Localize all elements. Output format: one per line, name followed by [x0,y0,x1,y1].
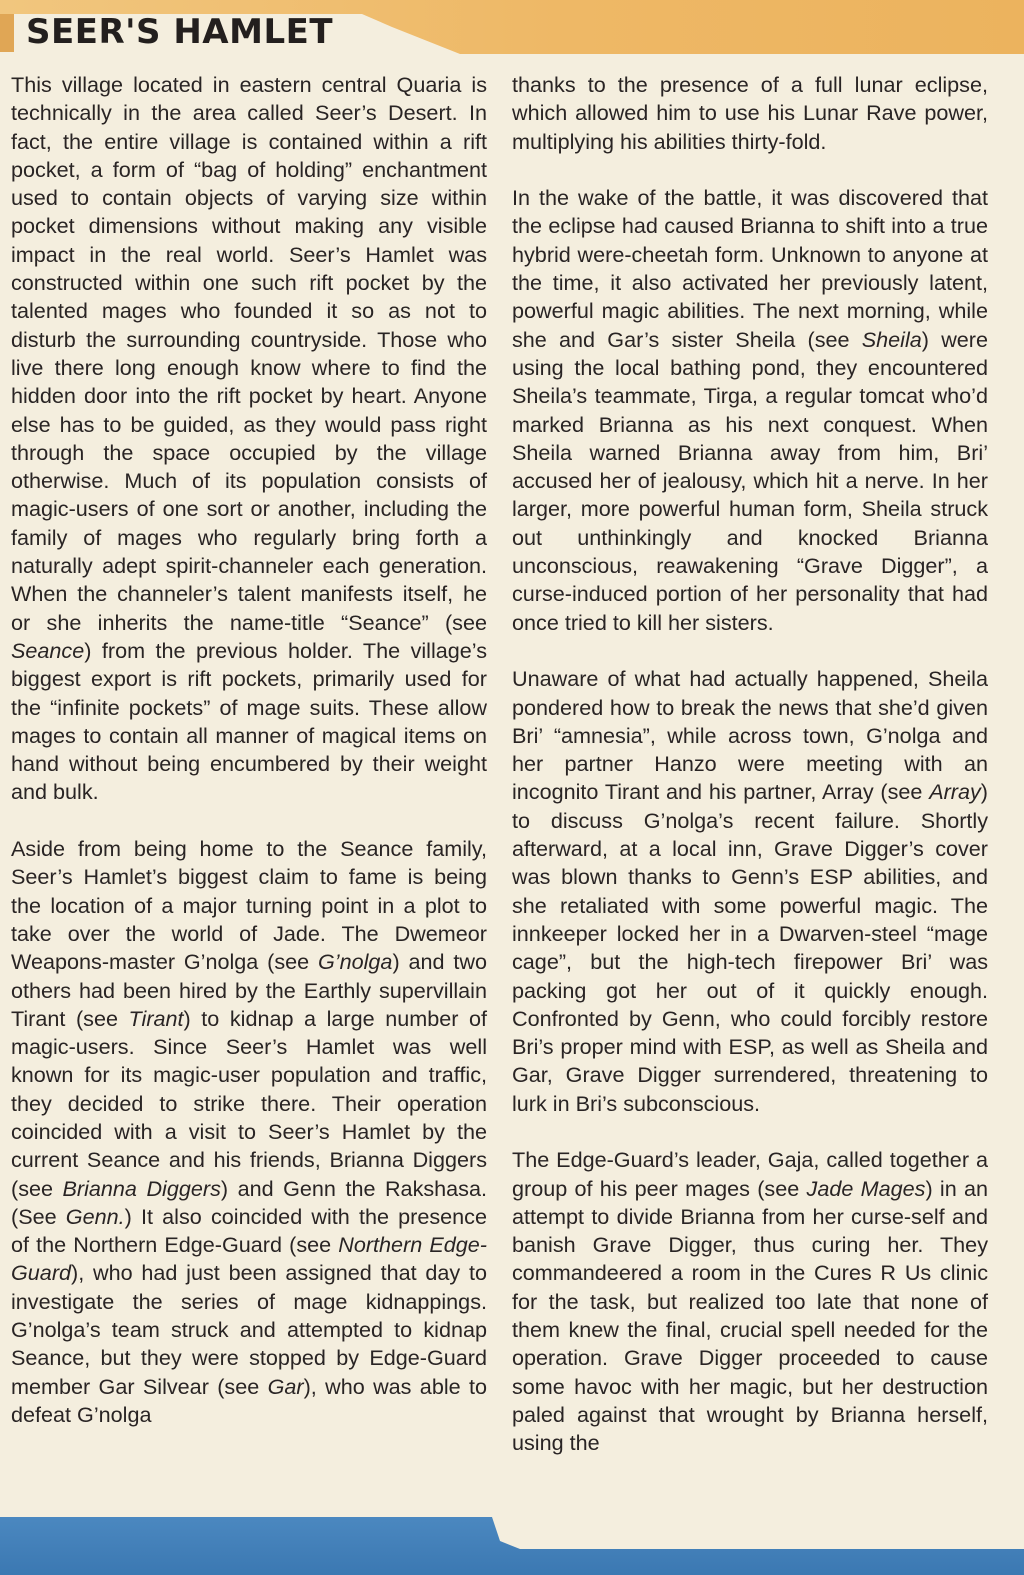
cross-reference: Genn. [65,1203,125,1229]
cross-reference: Array [929,779,981,805]
cross-reference: Jade Mages [806,1175,926,1201]
page-title: SEER'S HAMLET [26,12,334,52]
paragraph: In the wake of the battle, it was discovered that the eclipse had caused Brianna to shift into a true hybrid were-cheetah form. Unknown to anyone at the time, it also activated her previously latent, powerful magic abilities. The next morning, while she and Gar’s sister Sheila (see Sheila) were using the local bathing pond, they encountered Sheila’s teammate, Tirga, a regular tomcat who’d marked Brianna as his next conquest. When Sheila warned Brianna away from him, Bri’ accused her of jealousy, which hit a nerve. In her larger, more powerful human form, Sheila struck out unthinkingly and knocked Brianna unconscious, reawakening “Grave Digger”, a curse-induced portion of her personality that had once tried to kill her sisters. [512,185,989,635]
paragraph: Aside from being home to the Seance family, Seer’s Hamlet’s biggest claim to fame is being the location of a major turning point in a plot to take over the world of Jade. The Dwemeor Weapons-master G’nolga (see G’nolga) and two others had been hired by the Earthly supervillain Tirant (see Tirant) to kidnap a large number of magic-users. Since Seer’s Hamlet was well known for its magic-user population and traffic, they decided to strike there. Their operation coincided with a visit to Seer’s Hamlet by the current Seance and his friends, Brianna Diggers (see Brianna Diggers) and Genn the Rakshasa. (See Genn.) It also coincided with the presence of the Northern Edge-Guard (see Northern Edge-Guard), who had just been assigned that day to investigate the series of mage kidnappings. G’nolga’s team struck and attempted to kidnap Seance, but they were stopped by Edge-Guard member Gar Silvear (see Gar), who was able to defeat G’nolga [11,836,487,1427]
paragraph: This village located in eastern central Quaria is technically in the area called Seer’s Desert. In fact, the entire village is contained within a rift pocket, a form of “bag of holding” enchantment used to contain objects of varying size within pocket dimensions without making any visible impact in the real world. Seer’s Hamlet was constructed within one such rift pocket by the talented mages who founded it so as not to disturb the surrounding countryside. Those who live there long enough know where to find the hidden door into the rift pocket by heart. Anyone else has to be guided, as they would pass right through the space occupied by the village otherwise. Much of its population consists of magic-users of one sort or another, including the family of mages who regularly bring forth a naturally adept spirit-channeler each generation. When the channeler’s talent manifests itself, he or she inherits the name-title “Seance” (see Seance) from the previous holder. The village’s biggest export is rift pockets, primarily used for the “infinite pockets” of mage suits. These allow mages to contain all manner of magical items on hand without being encumbered by their weight and bulk. [11,72,487,805]
cross-reference: Seance [11,637,85,663]
footer-tab [492,1517,1024,1549]
cross-reference: Tirant [128,1005,184,1031]
cross-reference: G’nolga [318,949,393,975]
cross-reference: Northern Edge-Guard [11,1232,487,1286]
paragraph: The Edge-Guard’s leader, Gaja, called together a group of his peer mages (see Jade Mages) in an attempt to divide Brianna from her curse-self and banish Grave Digger, thus curing her. They commandeered a room in the Cures R Us clinic for the task, but realized too late that none of them knew the final, crucial spell needed for the operation. Grave Digger proceeded to cause some havoc with her magic, but her destruction paled against that wrought by Brianna herself, using the [512,1147,988,1456]
paragraph: thanks to the presence of a full lunar eclipse, which allowed him to use his Lunar Rave power, multiplying his abilities thirty-fold. [512,72,988,154]
left-column [11,71,487,1429]
title-edge-accent [0,14,14,52]
cross-reference: Sheila [861,326,922,352]
cross-reference: Gar [267,1373,304,1399]
right-column [512,71,988,1458]
paragraph: Unaware of what had actually happened, Sheila pondered how to break the news that she’d given Bri’ “amnesia”, while across town, G’nolga and her partner Hanzo were meeting with an incognito Tirant and his partner, Array (see Array) to discuss G’nolga’s recent failure. Shortly afterward, at a local inn, Grave Digger’s cover was blown thanks to Genn’s ESP abilities, and she retaliated with some powerful magic. The innkeeper locked her in a Dwarven-steel “mage cage”, but the high-tech firepower Bri’ was packing got her out of it quickly enough. Confronted by Genn, who could forcibly restore Bri’s proper mind with ESP, as well as Sheila and Gar, Grave Digger surrendered, threatening to lurk in Bri’s subconscious. [512,666,988,1116]
cross-reference: Brianna Diggers [62,1175,221,1201]
